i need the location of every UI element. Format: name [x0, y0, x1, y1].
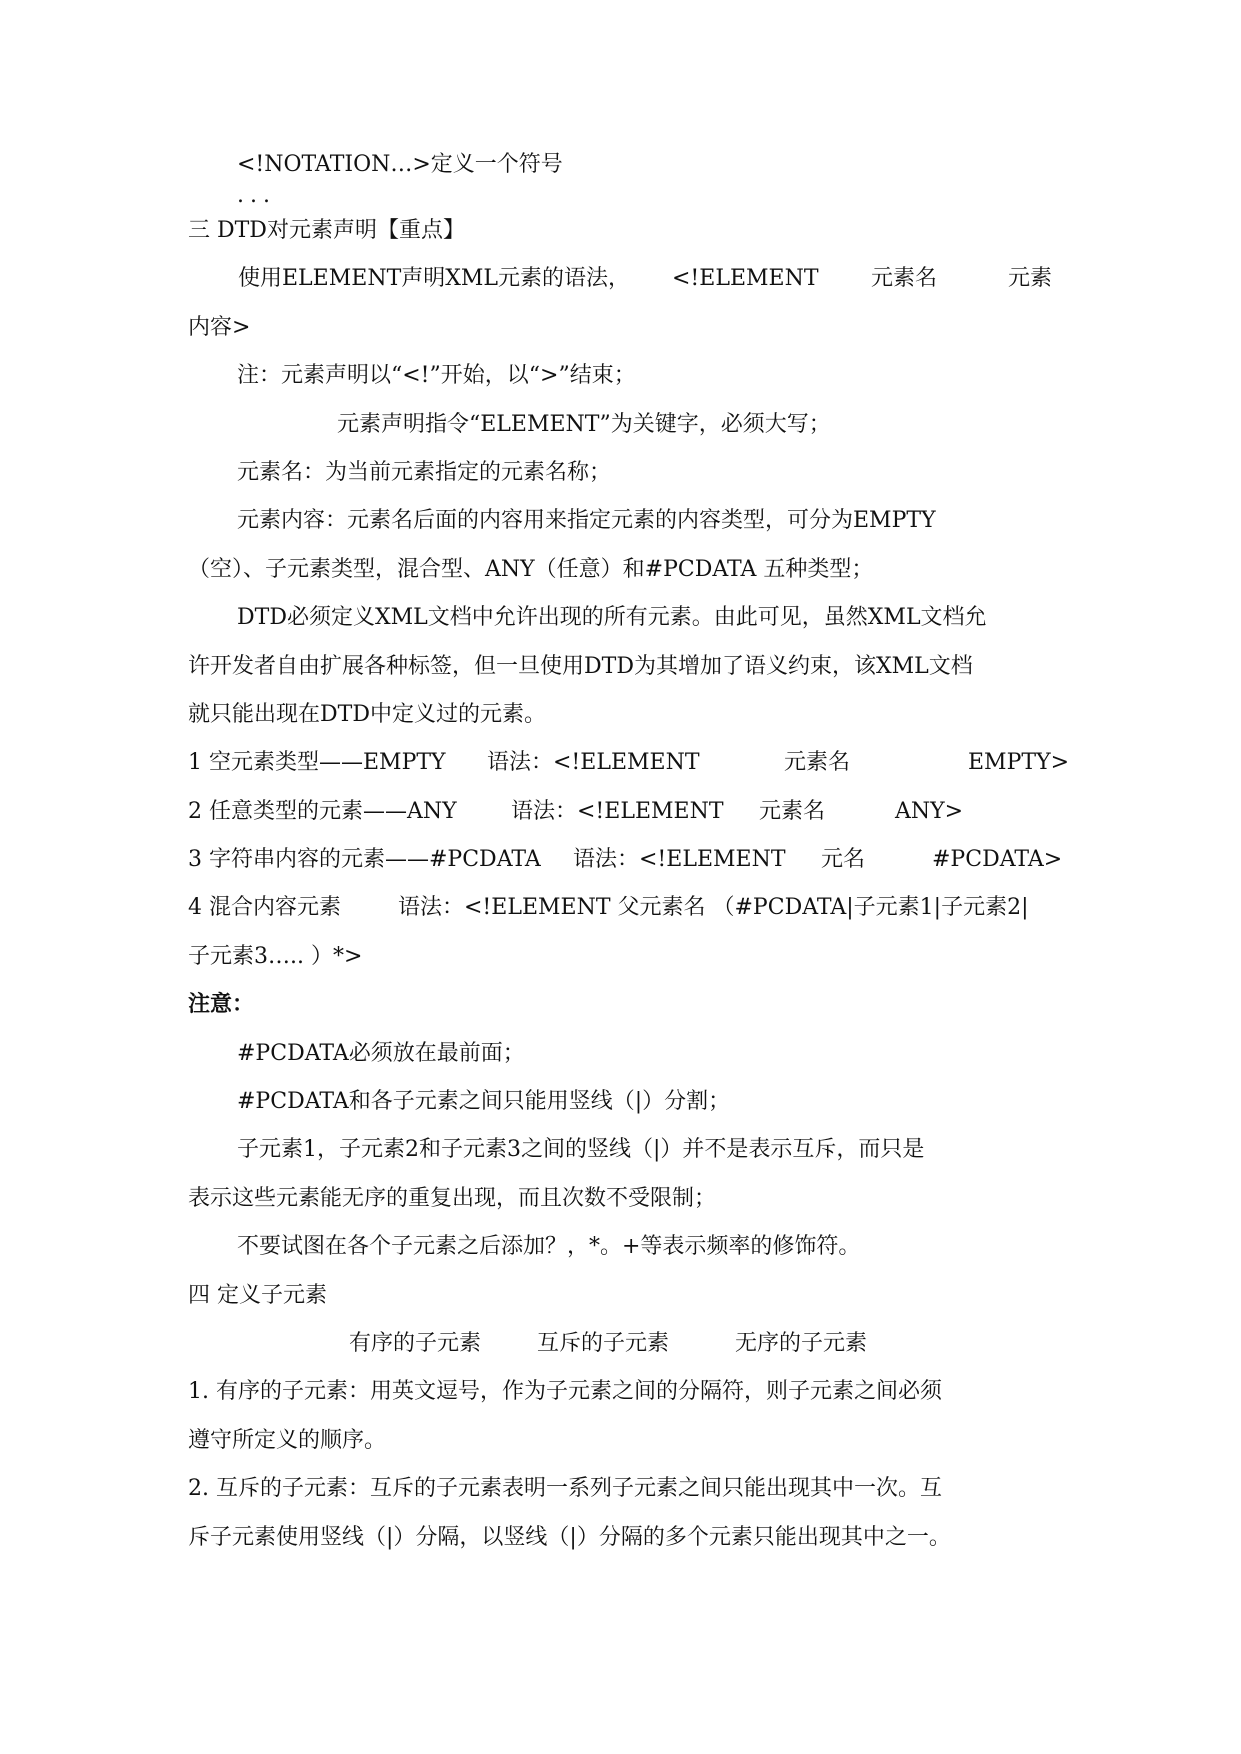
exclusive-line-2: 斥子元素使用竖线（|）分隔，以竖线（|）分隔的多个元素只能出现其中之一。 — [188, 1525, 951, 1550]
note-line-2: 元素声明指令“ELEMENT”为关键字，必须大写； — [337, 412, 831, 437]
note-line-1: 注：元素声明以“<!”开始，以“>”结束； — [237, 363, 636, 388]
element-content-line-2: （空）、子元素类型，混合型、ANY（任意）和#PCDATA 五种类型； — [188, 557, 874, 582]
section-four-heading: 四 定义子元素 — [188, 1283, 327, 1308]
attention-heading: 注意： — [188, 992, 255, 1017]
ordered-line-1: 1. 有序的子元素：用英文逗号，作为子元素之间的分隔符，则子元素之间必须 — [188, 1379, 942, 1404]
ordered-line-2: 遵守所定义的顺序。 — [188, 1428, 387, 1453]
dtd-para-line-3: 就只能出现在DTD中定义过的元素。 — [188, 702, 546, 727]
subtype-exclusive: 互斥的子元素 — [537, 1331, 670, 1356]
notation-line: <!NOTATION…>定义一个符号 — [237, 152, 563, 177]
type2-label: 2 任意类型的元素——ANY — [188, 799, 457, 824]
type3-label: 3 字符串内容的元素——#PCDATA — [188, 847, 541, 872]
subtype-unordered: 无序的子元素 — [735, 1331, 868, 1356]
para1-element-keyword: <!ELEMENT — [672, 266, 819, 291]
type1-element-name: 元素名 — [784, 750, 851, 775]
attention-item-2: #PCDATA和各子元素之间只能用竖线（|）分割； — [237, 1089, 731, 1114]
exclusive-line-1: 2. 互斥的子元素：互斥的子元素表明一系列子元素之间只能出现其中一次。互 — [188, 1476, 942, 1501]
type1-syntax: 语法：<!ELEMENT — [487, 750, 700, 775]
dtd-para-line-2: 许开发者自由扩展各种标签，但一旦使用DTD为其增加了语义约束，该XML文档 — [188, 654, 973, 679]
attention-item-4: 不要试图在各个子元素之后添加？，*。+等表示频率的修饰符。 — [237, 1234, 861, 1259]
para1-element-content: 元素 — [1008, 266, 1053, 291]
type2-syntax: 语法：<!ELEMENT — [511, 799, 724, 824]
attention-item-1: #PCDATA必须放在最前面； — [237, 1041, 525, 1066]
subtype-ordered: 有序的子元素 — [349, 1331, 482, 1356]
type1-keyword: EMPTY> — [968, 750, 1070, 775]
attention-item-3-line-1: 子元素1，子元素2和子元素3之间的竖线（|）并不是表示互斥，而只是 — [237, 1137, 925, 1162]
type3-element-name: 元名 — [821, 847, 866, 872]
dtd-para-line-1: DTD必须定义XML文档中允许出现的所有元素。由此可见，虽然XML文档允 — [237, 605, 987, 630]
element-name-note: 元素名：为当前元素指定的元素名称； — [237, 460, 612, 485]
type2-element-name: 元素名 — [759, 799, 826, 824]
para1-text: 使用ELEMENT声明XML元素的语法， — [238, 266, 631, 291]
type3-syntax: 语法：<!ELEMENT — [573, 847, 786, 872]
ellipsis-line: ... — [237, 183, 276, 208]
type4-syntax: 语法：<!ELEMENT 父元素名 （#PCDATA|子元素1|子元素2| — [398, 895, 1029, 920]
type2-keyword: ANY> — [895, 799, 964, 824]
para1-element-name: 元素名 — [871, 266, 938, 291]
element-content-line-1: 元素内容：元素名后面的内容用来指定元素的内容类型，可分为EMPTY — [237, 508, 936, 533]
section-three-heading: 三 DTD对元素声明【重点】 — [188, 218, 465, 243]
type1-label: 1 空元素类型——EMPTY — [188, 750, 446, 775]
type4-continuation: 子元素3….. ）*> — [188, 944, 363, 969]
type4-label: 4 混合内容元素 — [188, 895, 341, 920]
para1-continuation: 内容> — [188, 315, 251, 340]
type3-keyword: #PCDATA> — [932, 847, 1063, 872]
attention-item-3-line-2: 表示这些元素能无序的重复出现，而且次数不受限制； — [188, 1186, 717, 1211]
